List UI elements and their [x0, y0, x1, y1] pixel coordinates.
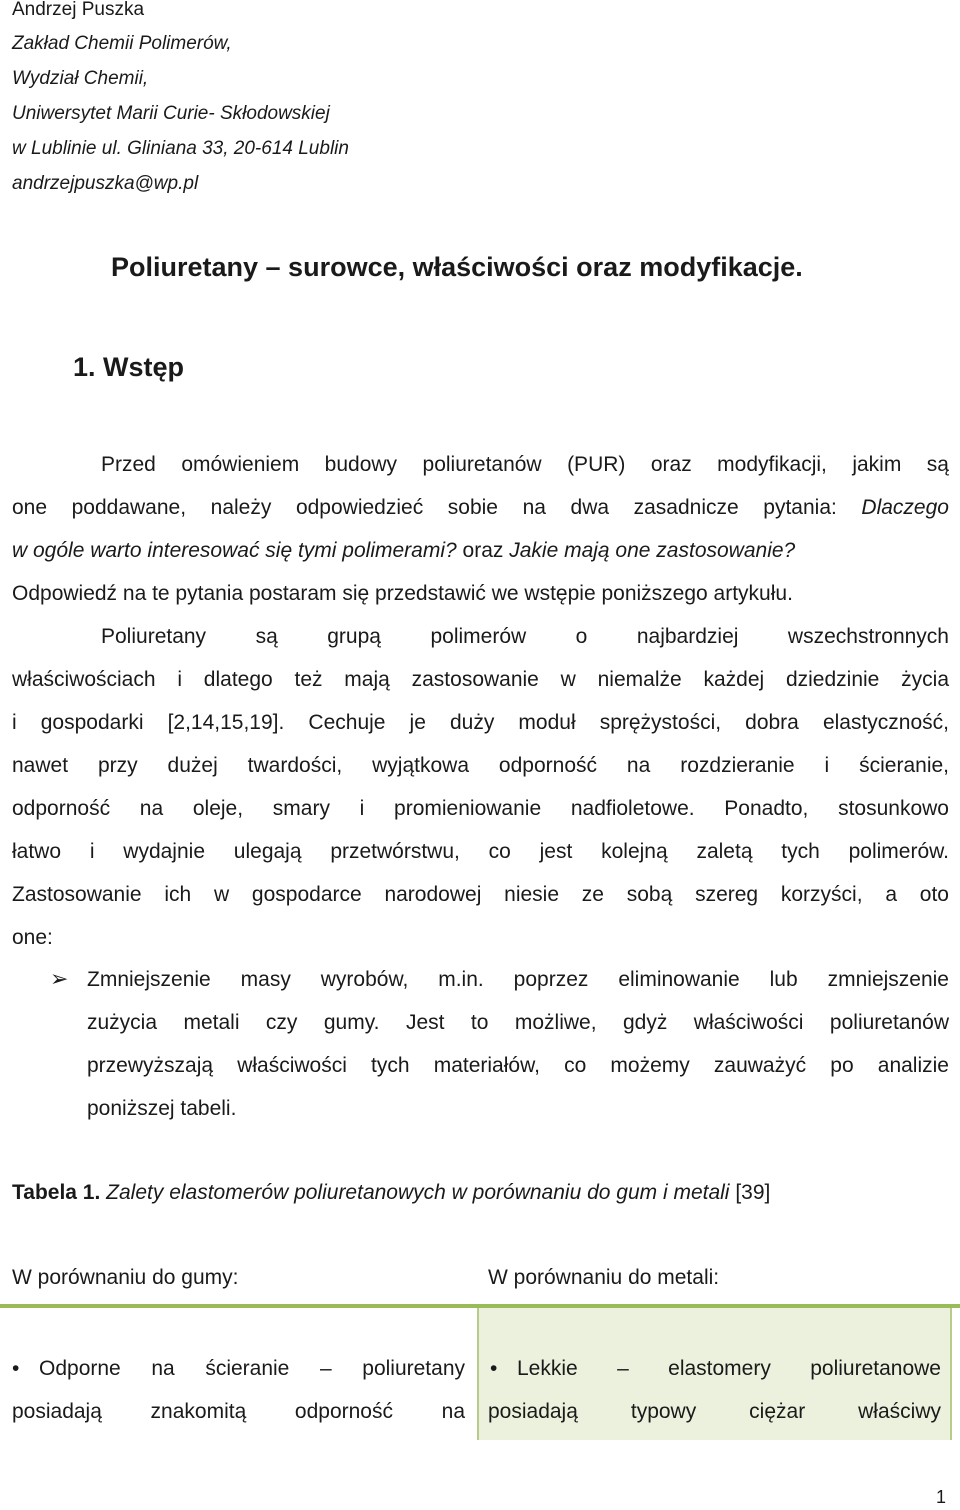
bullet1-line2: zużycia metali czy gumy. Jest to możliwe, gdyż właściwości poliuretanów	[87, 1011, 949, 1034]
para1-line4: Odpowiedź na te pytania postaram się przedstawić we wstępie poniższego artykułu.	[12, 582, 793, 605]
table-ref: [39]	[735, 1181, 771, 1204]
table-col1-line1: Odporne na ścieranie – poliuretany	[39, 1357, 465, 1380]
table-divider-left	[477, 1308, 479, 1440]
author-email: andrzejpuszka@wp.pl	[12, 173, 199, 194]
bullet1-line3: przewyższają właściwości tych materiałów, co możemy zauważyć po analizie	[87, 1054, 949, 1077]
table-caption	[12, 1181, 770, 1205]
section-title: Wstęp	[103, 352, 185, 382]
table-col1-header: W porównaniu do gumy:	[12, 1266, 239, 1289]
table-label: Tabela 1.	[12, 1181, 101, 1204]
para1-line1: Przed omówieniem budowy poliuretanów (PUR) oraz modyfikacji, jakim są	[101, 453, 949, 476]
para1-line2-text: one poddawane, należy odpowiedzieć sobie na dwa zasadnicze pytania:	[12, 496, 837, 519]
paper-title: Poliuretany – surowce, właściwości oraz modyfikacje.	[111, 252, 803, 282]
author-faculty: Wydział Chemii,	[12, 68, 149, 89]
page-number: 1	[936, 1487, 947, 1507]
para2-line3: i gospodarki [2,14,15,19]. Cechuje je duży moduł sprężystości, dobra elastyczność,	[12, 711, 949, 734]
para1-question1-end: w ogóle warto interesować się tymi polimerami?	[12, 539, 457, 562]
table-col2-line1: Lekkie – elastomery poliuretanowe	[517, 1357, 941, 1380]
arrow-bullet-icon: ➢	[50, 966, 69, 991]
para2-line5: odporność na oleje, smary i promieniowanie nadfioletowe. Ponadto, stosunkowo	[12, 797, 949, 820]
author-name: Andrzej Puszka	[12, 0, 145, 20]
para2-line6: łatwo i wydajnie ulegają przetwórstwu, co jest kolejną zaletą tych polimerów.	[12, 840, 949, 863]
bullet1-line4: poniższej tabeli.	[87, 1097, 237, 1120]
para2-line2: właściwościach i dlatego też mają zastosowanie w niemalże każdej dziedzinie życia	[12, 668, 949, 691]
table-divider-right	[950, 1308, 952, 1440]
para2-line7: Zastosowanie ich w gospodarce narodowej niesie ze sobą szereg korzyści, a oto	[12, 883, 949, 906]
author-address: w Lublinie ul. Gliniana 33, 20-614 Lublin	[12, 138, 349, 159]
bullet1-line1: Zmniejszenie masy wyrobów, m.in. poprzez eliminowanie lub zmniejszenie	[87, 968, 949, 991]
table-col1-bullet: •	[12, 1357, 20, 1380]
para2-line1: Poliuretany są grupą polimerów o najbardziej wszechstronnych	[101, 625, 949, 648]
section-number: 1.	[73, 352, 96, 382]
table-caption-text: Zalety elastomerów poliuretanowych w porównaniu do gum i metali	[106, 1181, 730, 1204]
table-col2-header: W porównaniu do metali:	[488, 1266, 720, 1289]
table-col2-bullet: •	[490, 1357, 498, 1380]
section-heading	[73, 352, 184, 383]
author-university: Uniwersytet Marii Curie- Skłodowskiej	[12, 103, 330, 124]
para1-question2: Jakie mają one zastosowanie?	[509, 539, 796, 562]
para1-conj: oraz	[462, 539, 504, 562]
para1-question1-start: Dlaczego	[861, 496, 949, 519]
para1-line3	[12, 539, 795, 563]
para1-line2	[12, 496, 949, 520]
table-col1-line2: posiadają znakomitą odporność na	[12, 1400, 465, 1423]
author-dept: Zakład Chemii Polimerów,	[12, 33, 232, 54]
para2-line4: nawet przy dużej twardości, wyjątkowa odporność na rozdzieranie i ścieranie,	[12, 754, 949, 777]
para2-line8: one:	[12, 926, 53, 949]
table-col2-line2: posiadają typowy ciężar właściwy	[488, 1400, 941, 1423]
